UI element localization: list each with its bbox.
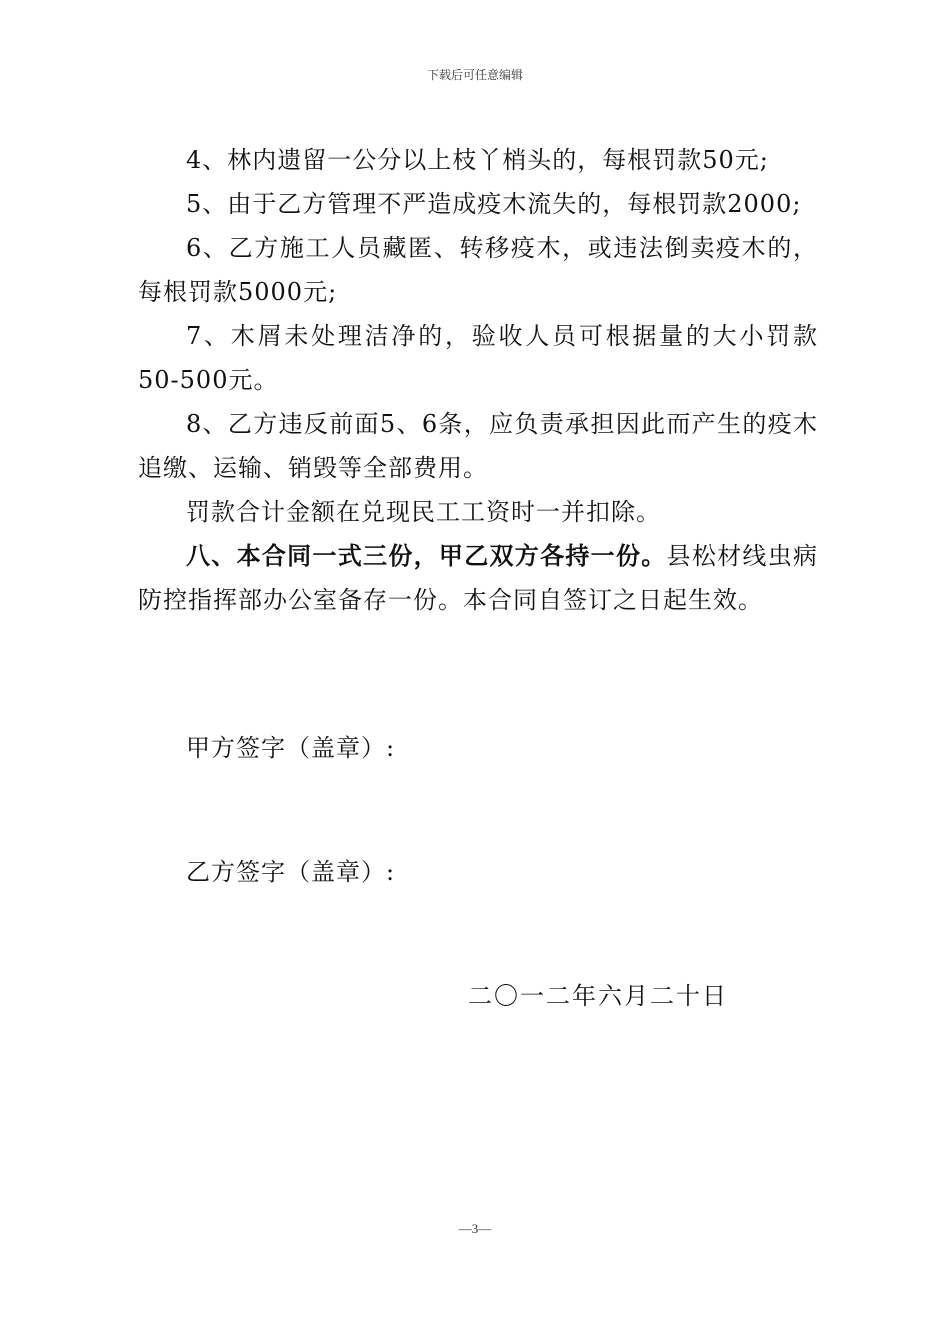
paragraph-clause-8: [138, 534, 818, 622]
paragraph-item-4: 4、林内遗留一公分以上枝丫梢头的，每根罚款50元;: [186, 146, 769, 174]
paragraph-fine-deduction: 罚款合计金额在兑现民工工资时一并扣除。: [186, 498, 661, 526]
signing-date: 二〇一二年六月二十日: [468, 982, 728, 1010]
paragraph-item-6: 6、乙方施工人员藏匿、转移疫木，或违法倒卖疫木的，每根罚款5000元;: [138, 234, 818, 306]
paragraph-item-5: 5、由于乙方管理不严造成疫木流失的，每根罚款2000;: [186, 190, 802, 218]
clause-8-bold-text: 八、本合同一式三份，甲乙双方各持一份。: [186, 542, 667, 570]
party-b-signature-line: 乙方签字（盖章）:: [186, 858, 396, 886]
document-body: [138, 138, 818, 622]
page-number: —3—: [458, 1221, 492, 1236]
paragraph-item-8: 8、乙方违反前面5、6条，应负责承担因此而产生的疫木追缴、运输、销毁等全部费用。: [138, 410, 818, 482]
party-a-signature-line: 甲方签字（盖章）:: [186, 734, 396, 762]
page-header: 下载后可任意编辑: [426, 68, 523, 82]
clause-8-rest-text: 县松材线虫病防控指挥部办公室备存一份。本合同自签订之日起生效。: [138, 542, 819, 614]
paragraph-item-7: 7、木屑未处理洁净的，验收人员可根据量的大小罚款50-500元。: [138, 322, 818, 394]
